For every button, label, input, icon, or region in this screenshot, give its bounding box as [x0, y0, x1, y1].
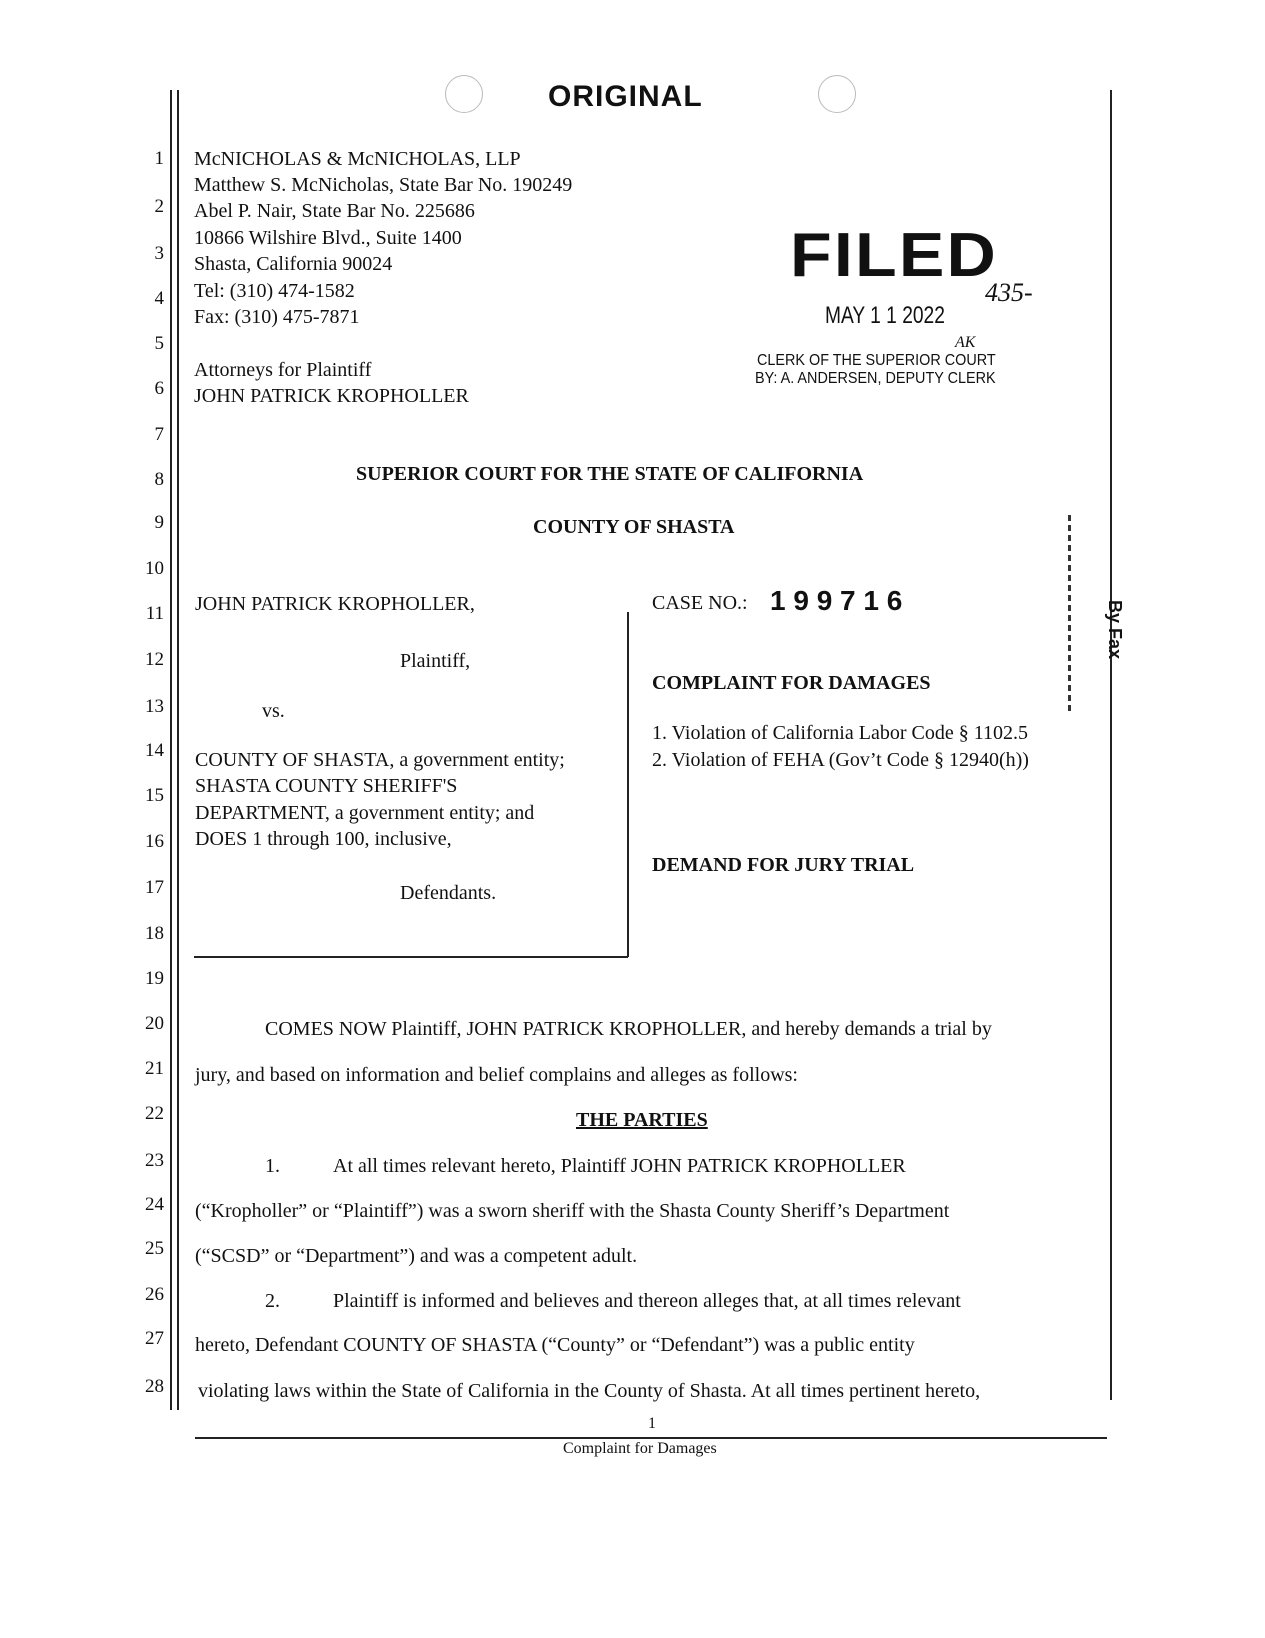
body-line: Plaintiff is informed and believes and thereon alleges that, at all times relevant — [333, 1290, 961, 1312]
line-number: 23 — [145, 1150, 164, 1171]
cause-of-action: 2. Violation of FEHA (Gov’t Code § 12940(h)) — [652, 749, 1029, 771]
punch-hole-icon — [818, 75, 856, 113]
case-number: 1 9 9 7 1 6 — [770, 585, 903, 616]
body-line: jury, and based on information and belief complains and alleges as follows: — [195, 1064, 798, 1086]
margin-line-left-outer — [170, 90, 172, 1410]
line-number: 8 — [154, 469, 164, 490]
caption-divider — [627, 612, 629, 957]
defendants-label: Defendants. — [400, 882, 497, 904]
line-number: 27 — [145, 1328, 164, 1349]
paragraph-number: 1. — [265, 1155, 280, 1177]
punch-hole-icon — [445, 75, 483, 113]
clerk-line: CLERK OF THE SUPERIOR COURT — [757, 352, 996, 369]
line-number: 19 — [145, 968, 164, 989]
body-line: (“Kropholler” or “Plaintiff”) was a sworn sheriff with the Shasta County Sheriff’s Department — [195, 1200, 950, 1222]
body-line: violating laws within the State of California in the County of Shasta. At all times pertinent hereto, — [198, 1380, 981, 1402]
line-number: 7 — [154, 424, 164, 445]
scan-mark — [1068, 515, 1071, 715]
line-number: 13 — [145, 696, 164, 717]
defendant-line: DOES 1 through 100, inclusive, — [195, 828, 452, 850]
plaintiff-label: Plaintiff, — [400, 650, 471, 672]
body-line: (“SCSD” or “Department”) and was a competent adult. — [195, 1245, 638, 1267]
court-name: SUPERIOR COURT FOR THE STATE OF CALIFORNIA — [356, 463, 864, 485]
line-number: 1 — [154, 148, 164, 169]
line-number: 16 — [145, 831, 164, 852]
attorney-line: Shasta, California 90024 — [194, 253, 393, 275]
line-number: 5 — [154, 333, 164, 354]
line-number: 22 — [145, 1103, 164, 1124]
attorney-line: 10866 Wilshire Blvd., Suite 1400 — [194, 227, 462, 249]
line-number: 11 — [145, 603, 164, 624]
line-number: 9 — [154, 512, 164, 533]
footer-title: Complaint for Damages — [563, 1440, 717, 1457]
line-number: 25 — [145, 1238, 164, 1259]
paragraph-number: 2. — [265, 1290, 280, 1312]
line-number: 3 — [154, 243, 164, 264]
original-stamp: ORIGINAL — [548, 80, 703, 113]
body-line: COMES NOW Plaintiff, JOHN PATRICK KROPHOLLER, and hereby demands a trial by — [265, 1018, 992, 1040]
footer-rule — [195, 1437, 1107, 1439]
handwritten-initials: AK — [955, 334, 976, 351]
margin-line-left-inner — [177, 90, 179, 1410]
handwritten-number: 435- — [985, 278, 1033, 307]
line-number: 6 — [154, 378, 164, 399]
line-number: 15 — [145, 785, 164, 806]
section-heading: THE PARTIES — [576, 1109, 708, 1131]
body-line: At all times relevant hereto, Plaintiff JOHN PATRICK KROPHOLLER — [333, 1155, 906, 1177]
vs-label: vs. — [262, 700, 285, 722]
line-number: 18 — [145, 923, 164, 944]
line-number: 28 — [145, 1376, 164, 1397]
line-number: 2 — [154, 196, 164, 217]
county-name: COUNTY OF SHASTA — [533, 516, 735, 538]
by-fax-stamp: By Fax — [1105, 600, 1125, 660]
line-number: 14 — [145, 740, 164, 761]
jury-demand: DEMAND FOR JURY TRIAL — [652, 854, 915, 876]
attorney-line: Abel P. Nair, State Bar No. 225686 — [194, 200, 475, 222]
margin-line-right — [1110, 90, 1112, 1400]
attorney-line: Tel: (310) 474-1582 — [194, 280, 355, 302]
defendant-line: COUNTY OF SHASTA, a government entity; — [195, 749, 565, 771]
page-number: 1 — [648, 1415, 656, 1432]
plaintiff-name: JOHN PATRICK KROPHOLLER, — [195, 593, 475, 615]
attorney-line: Fax: (310) 475-7871 — [194, 306, 360, 328]
line-number: 17 — [145, 877, 164, 898]
line-number: 24 — [145, 1194, 164, 1215]
deputy-line: BY: A. ANDERSEN, DEPUTY CLERK — [755, 370, 996, 387]
line-number: 4 — [154, 288, 164, 309]
defendant-line: SHASTA COUNTY SHERIFF'S — [195, 775, 458, 797]
complaint-title: COMPLAINT FOR DAMAGES — [652, 672, 931, 694]
line-number: 20 — [145, 1013, 164, 1034]
body-line: hereto, Defendant COUNTY OF SHASTA (“County” or “Defendant”) was a public entity — [195, 1334, 915, 1356]
filed-stamp: FILED — [790, 221, 999, 290]
attorney-role-line: JOHN PATRICK KROPHOLLER — [194, 385, 469, 407]
line-number: 21 — [145, 1058, 164, 1079]
caption-underline — [194, 956, 628, 958]
filed-date: MAY 1 1 2022 — [825, 302, 945, 329]
line-number: 26 — [145, 1284, 164, 1305]
cause-of-action: 1. Violation of California Labor Code § 1102.5 — [652, 722, 1028, 744]
attorney-role-line: Attorneys for Plaintiff — [194, 359, 372, 381]
case-number-label: CASE NO.: — [652, 592, 748, 614]
line-number: 10 — [145, 558, 164, 579]
attorney-line: McNICHOLAS & McNICHOLAS, LLP — [194, 148, 521, 170]
line-number: 12 — [145, 649, 164, 670]
attorney-line: Matthew S. McNicholas, State Bar No. 190249 — [194, 174, 573, 196]
defendant-line: DEPARTMENT, a government entity; and — [195, 802, 535, 824]
